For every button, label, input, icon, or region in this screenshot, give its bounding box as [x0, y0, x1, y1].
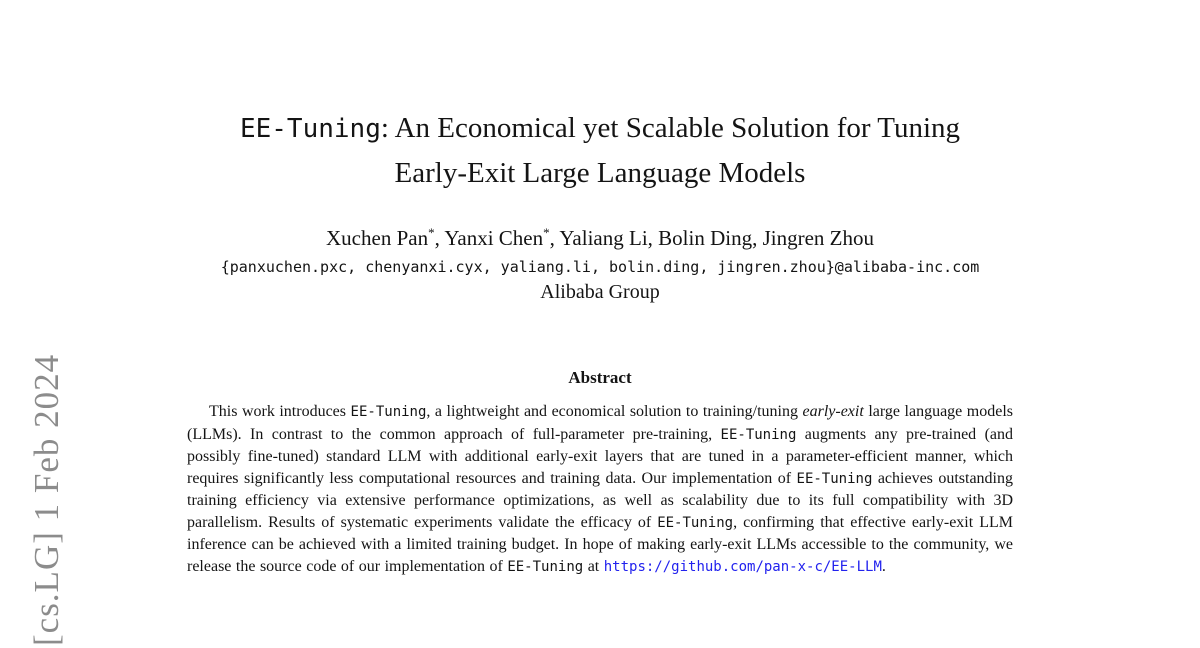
abstract-text: . [881, 557, 886, 575]
abstract-text: This work introduces [209, 403, 351, 420]
github-link[interactable]: https://github.com/pan-x-c/EE-LLM [603, 558, 882, 575]
abstract-code-term: EE-Tuning [507, 558, 584, 575]
arxiv-stamp: [cs.LG] 1 Feb 2024 [27, 353, 66, 646]
paper-title [0, 106, 1200, 195]
author-footnote-marker: * [428, 225, 435, 240]
abstract-code-term: EE-Tuning [796, 470, 873, 487]
abstract-code-term: EE-Tuning [657, 514, 734, 531]
authors-line [0, 225, 1200, 251]
abstract-text: at [583, 557, 604, 575]
abstract-text: , confirming that effective early-exit LLM inference can be achieved with a limited training budget. In hope of making early-exit LLMs accessible to the community, we release the source code of our implementation of [187, 513, 1013, 575]
title-code-term: EE-Tuning [239, 114, 381, 144]
abstract-text: augments any pre-trained (and possibly fine-tuned) standard LLM with additional early-exit layers that are tuned in a parameter-efficient manner, which requires significantly less computational resources and training data. Our implementation of [187, 425, 1013, 487]
author-footnote-marker: * [543, 225, 550, 240]
affiliation: Alibaba Group [540, 281, 660, 303]
author-name: , Yaliang Li, Bolin Ding, Jingren Zhou [549, 226, 874, 250]
email-line: {panxuchen.pxc, chenyanxi.cyx, yaliang.li, bolin.ding, jingren.zhou}@alibaba-inc.com [220, 258, 980, 276]
abstract-text: , a lightweight and economical solution to training/tuning [426, 403, 803, 420]
title-line2: Early-Exit Large Language Models [394, 157, 806, 189]
abstract-paragraph [187, 401, 1013, 578]
abstract-text: large language models (LLMs). In contrast to the common approach of full-parameter pre-training, [187, 403, 1014, 443]
abstract-text: achieves outstanding training efficiency via extensive performance optimizations, as well as scalability due to its full compatibility with 3D parallelism. Results of systematic experiments validate the efficacy of [187, 469, 1014, 531]
abstract-code-term: EE-Tuning [350, 404, 427, 420]
author-name: , Yanxi Chen [434, 226, 544, 250]
author-name: Xuchen Pan [326, 226, 429, 250]
title-line1-rest: : An Economical yet Scalable Solution for Tuning [380, 112, 961, 144]
abstract-emphasis: early-exit [802, 403, 864, 420]
abstract-code-term: EE-Tuning [720, 426, 797, 443]
abstract-heading: Abstract [568, 368, 632, 387]
title-line1 [0, 106, 1200, 151]
